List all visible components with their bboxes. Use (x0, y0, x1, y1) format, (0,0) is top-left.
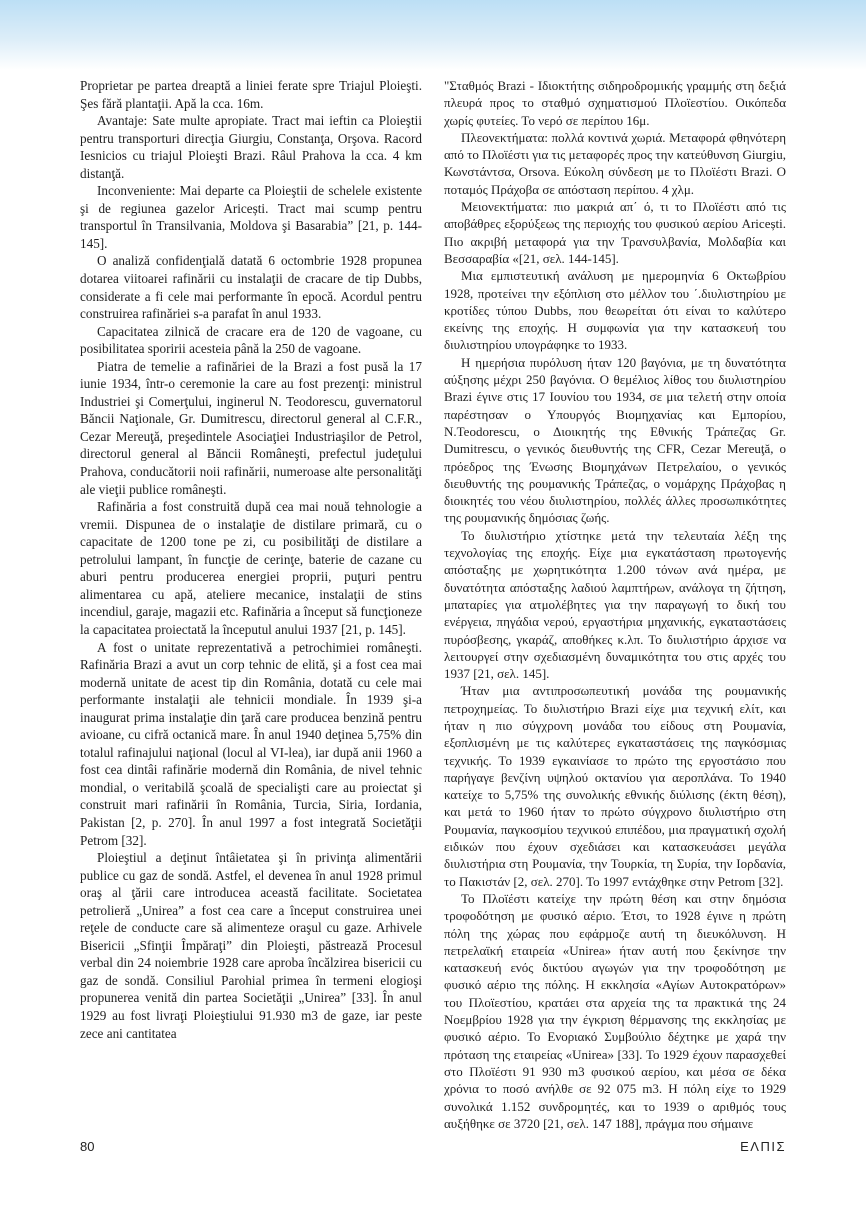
paragraph: Capacitatea zilnică de cracare era de 120 de vagoane, cu posibilitatea sporirii acesteia până la 250 de vagoane. (80, 323, 422, 357)
paragraph: Avantaje: Sate multe apropiate. Tract mai ieftin ca Ploieştii pentru transporturi direcţia Giurgiu, Constanţa, Orşova. Racord Iesnicios cu triajul Ploieşti Brazi. Râul Prahova la cca. 4 km distanţă. (80, 113, 422, 181)
page-footer (80, 1139, 786, 1159)
paragraph: Η ημερήσια πυρόλυση ήταν 120 βαγόνια, με τη δυνατότητα αύξησης μέχρι 250 βαγόνια. Ο θεμέλιος λίθος του διυλιστηρίου Brazi έγινε στις 17 Ιουνίου του 1934, σε μια τελετή στην οποία παρέστησαν ο Υπουργός Βιομηχανίας και Εμπορίου, N.Teodorescu, ο Διοικητής της Εθνικής Τράπεζας Gr. Dumitrescu, ο γενικός διευθυντής της CFR, Cezar Mereuţă, ο πρόεδρος της Ένωσης Βιομηχάνων Πετρελαίου, ο γενικός διευθυντής της ρουμανικής Τράπεζας, ο νομάρχης Πράχοβας η διοικητές του νέου διυλιστηρίου, πολλές άλλες προσωπικότητες της ρουμανικής δημόσιας ζωής. (444, 354, 786, 526)
paragraph: A fost o unitate reprezentativă a petrochimiei româneşti. Rafinăria Brazi a avut un corp tehnic de elită, şi a fost cea mai modernă unitate de acest tip din România, dotată cu cele mai performante instalaţii ale tehnicii mondiale. În 1939 şi-a inaugurat prima instalaţie din ţară care producea benzină pentru avioane, cu cifră octanică mare. În anul 1940 deţinea 5,75% din totalul rafinajului naţional (locul al VI-lea), iar după anii 1960 a fost cea dintâi rafinărie modernă din România, de nivel tehnic mondial, o veritabilă şcoală de specialişti care au proiectat şi construit mari rafinării în România, Turcia, Siria, Iordania, Pakistan [2, p. 270]. În anul 1997 a fost integrată Societăţii Petrom [32]. (80, 639, 422, 848)
journal-name: ΕΛΠΙΣ (740, 1139, 786, 1154)
paragraph: Το διυλιστήριο χτίστηκε μετά την τελευταία λέξη της τεχνολογίας της εποχής. Είχε μια εγκατάσταση πρωτογενής απόσταξης με χωρητικότητα 1.200 τόνων ανά ημέρα, με δυνατότητα απόσταξης λαδιού λαμπτήρων, ανάλογα τη ζήτηση, μπαταρίες για ατμολέβητες για την παραγωγή το δική του ενέργεια, πηγάδια νερού, εργαστήρια μηχανικής, εγκαταστάσεις πυρόσβεσης, γκαράζ, αποθήκες κ.λπ. Το διυλιστήριο άρχισε να λειτουργεί στην σχεδιασμένη δυναμικότητα του στις αρχές του 1937 [21, σελ. 145]. (444, 527, 786, 682)
paragraph: Πλεονεκτήματα: πολλά κοντινά χωριά. Μεταφορά φθηνότερη από το Πλοϊέστι για τις μεταφορές προς την κατεύθυνση Giurgiu, Κωνστάντσα, Orsova. Εύκολη σύνδεση με το Πλοϊέστι Brazi. Ο ποταμός Πράχοβα σε απόσταση περίπου. 4 χλμ. (444, 129, 786, 197)
greek-text-column (444, 77, 786, 1132)
paragraph: Inconveniente: Mai departe ca Ploieştii de schelele existente şi de regiunea gazelor Aricești. Tract mai scump pentru transportul în Transilvania, Moldova şi Basarabia” [21, p. 144-145]. (80, 183, 422, 251)
paragraph: Το Πλοϊέστι κατείχε την πρώτη θέση και στην δημόσια τροφοδότηση με φυσικό αέριο. Έτσι, το 1928 έγινε η πρώτη πόλη της χώρας που εφάρμοζε αυτή τη διευκόλυνση. Η πετρελαϊκή εταιρεία «Unirea» ήταν αυτή που ξεκίνησε την κατασκευή ενός δικτύου αγωγών για την τροφοδότηση με φυσικό αέριο της πόλης. Η εκκλησία «Αγίων Αυτοκρατόρων» του Πλοϊεστίου, κρατάει στα αρχεία της τα πρακτικά της 24 Νοεμβρίου 1928 για την έγκριση θέρμανσης της εκκλησίας με φυσικό αέριο. Το Ενοριακό Συμβούλιο δέχτηκε με χαρά την πρόταση της εταιρείας «Unirea» [33]. Το 1929 έχουν παρασχεθεί στο Πλοϊέστι 91 930 m3 φυσικού αερίου, και μέσα σε δέκα χρόνια το ποσό ανήλθε σε 92 075 m3. Η πόλη είχε το 1929 συνολικά 1.152 συνδρομητές, και το 1939 ο αριθμός τους αυξήθηκε σε 3720 [21, σελ. 147 188], πράγμα που σήμαινε (444, 890, 786, 1131)
paragraph: Ήταν μια αντιπροσωπευτική μονάδα της ρουμανικής πετροχημείας. Το διυλιστήριο Brazi είχε μια τεχνική ελίτ, και ήταν η πιο σύγχρονη μονάδα του είδους στη Ρουμανία, εξοπλισμένη με τις καλύτερες εγκαταστάσεις της παγκόσμιας τεχνικής. Το 1939 εγκαινίασε το πρώτο της εργοστάσιο που παρήγαγε βενζίνη υψηλού οκτανίου για αεροπλάνα. Το 1940 κατείχε το 5,75% της συνολικής εθνικής διύλισης (έκτη θέση), και μετά το 1960 ήταν το πρώτο σύγχρονο διυλιστήριο στη Ρουμανία, παγκοσμίου τεχνικού επιπέδου, μια πραγματική σχολή ειδικών που έχουν σχεδιάσει και κατασκευάσει μεγάλα διυλιστήρια στη Ρουμανία, την Τουρκία, τη Συρία, την Ιορδανία, το Πακιστάν [2, σελ. 270]. Το 1997 εντάχθηκε στην Petrom [32]. (444, 683, 786, 889)
paragraph: Ploieştiul a deţinut întâietatea şi în privinţa alimentării publice cu gaz de sondă. Astfel, el devenea în anul 1928 primul oraş al ţării care introducea această facilitate. Societatea petrolieră „Unirea” a fost cea care a început construirea unei reţele de conducte care să alimenteze oraşul cu gaze. Arhivele Bisericii „Sfinţii Împăraţi” din Ploieşti, păstrează Procesul verbal din 24 noiembrie 1928 care aproba încălzirea bisericii cu gaz de sondă. Consiliul Parohial primea în termeni elogioşi propunerea venită din partea Societăţii „Unirea” [33]. În anul 1929 au fost livraţi Ploieştiului 91.930 m3 de gaze, iar peste zece ani cantitatea (80, 850, 422, 1041)
header-gradient-band (0, 0, 866, 70)
paragraph: Μια εμπιστευτική ανάλυση με ημερομηνία 6 Οκτωβρίου 1928, προτείνει την εξόπλιση στο μέλλον του ΄.διυλιστηρίου με κροτίδες τύπου Dubbs, που θεωρείται ότι είναι το καλύτερο εκείνης της εποχής. Η συμφωνία για την κατασκευή του διυλιστηρίου υπογράφηκε το 1933. (444, 268, 786, 353)
romanian-text-column (80, 77, 422, 1042)
paragraph: Piatra de temelie a rafinăriei de la Brazi a fost pusă la 17 iunie 1934, într-o ceremonie la care au fost prezenţi: ministrul Industriei şi Comerţului, inginerul N. Teodorescu, guvernatorul Băncii Naţionale, Gr. Dumitrescu, directorul general al C.F.R., Cezar Mereuţă, preşedintele Asociaţiei Industriaşilor de Petrol, directorul general al Băncii Româneşti, prefectul judeţului Prahova, conducătorii noii rafinării, numeroase alte personalităţi ale vieţii publice româneşti. (80, 358, 422, 497)
paragraph: Μειονεκτήματα: πιο μακριά απ΄ ό, τι το Πλοϊέστι από τις αποβάθρες εξορύξεως της περιοχής του φυσικού αερίου Aricești. Πιο ακριβή μεταφορά για την Τρανσυλβανία, Μολδαβία και Βεσσαραβία «[21, σελ. 144-145]. (444, 199, 786, 266)
paragraph: O analiză confidenţială datată 6 octombrie 1928 propunea dotarea viitoarei rafinării cu instalaţii de cracare de tip Dubbs, considerate a fi cele mai performante în epocă. Acordul pentru construirea rafinăriei s-a parafat în anul 1933. (80, 253, 422, 322)
page-number: 80 (80, 1139, 95, 1154)
paragraph: "Σταθμός Brazi - Ιδιοκτήτης σιδηροδρομικής γραμμής στη δεξιά πλευρά προς το σταθμό σχηματισμού Πλοϊεστίου. Οικόπεδα χωρίς φυτείες. Το νερό σε περίπου 16μ. (444, 78, 786, 128)
paragraph: Proprietar pe partea dreaptă a liniei ferate spre Triajul Ploieşti. Şes fără plantaţii. Apă la cca. 16m. (80, 78, 422, 111)
paragraph: Rafinăria a fost construită după cea mai nouă tehnologie a vremii. Dispunea de o instalaţie de distilare primară, cu o capacitate de 1200 tone pe zi, cu posibilităţi de distilare a petrolului lampant, în funcţie de cerinţe, baterie de cazane cu aburi pentru producerea energiei proprii, puţuri pentru alimentarea cu apă, ateliere mecanice, instalaţii de stins incendiul, garaje, magazii etc. Rafinăria a început să funcţioneze la capacitatea proiectată la începutul anului 1937 [21, p. 145]. (80, 499, 422, 637)
